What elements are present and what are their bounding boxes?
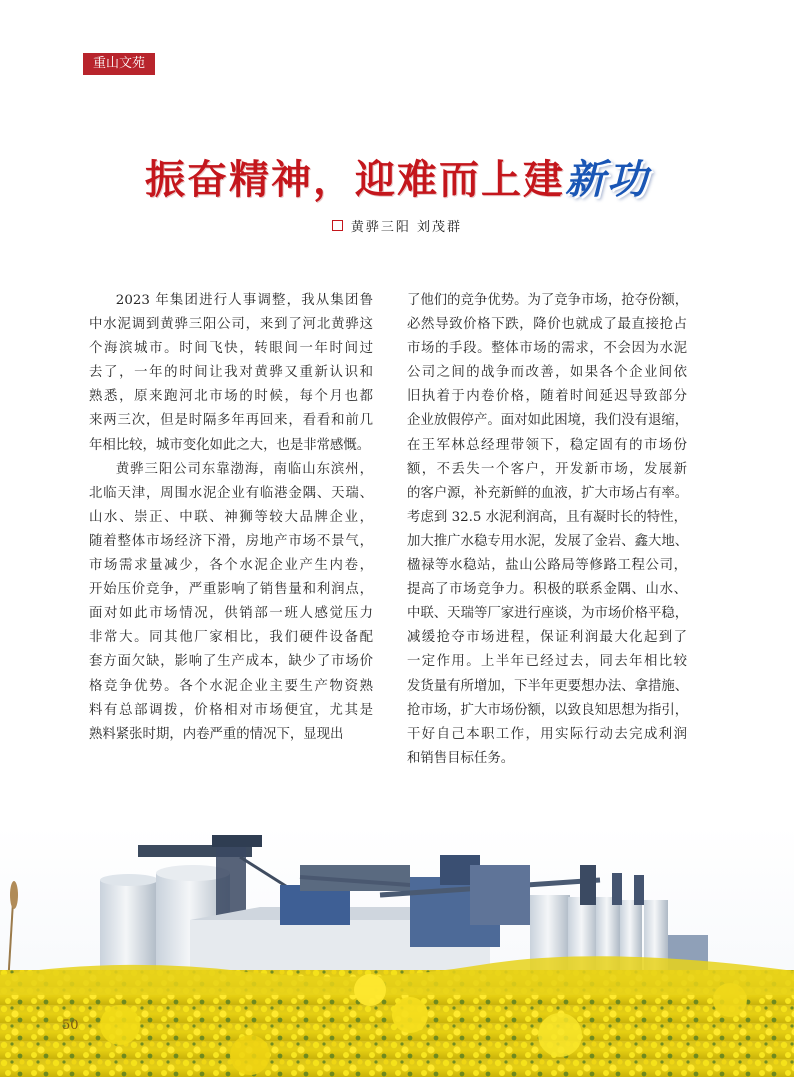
text-line: 考虑到 32.5 水泥利润高，且有凝时长的特性， [407,509,687,525]
text-line: 去了，一年的时间让我对黄骅又重新认识和 [89,365,373,381]
title-main: 振奋精神，迎难而上建 [145,156,565,203]
text-line: 随着整体市场经济下滑，房地产市场不景气， [89,533,373,549]
text-line: 企业放假停产。面对如此困境，我们没有退缩， [407,413,689,429]
text-line: 加大推广水稳专用水泥，发展了金岩、鑫大地、 [407,533,689,549]
text-line: 面对如此市场情况，供销部一班人感觉压力 [89,606,373,622]
text-line: 旧执着于内卷价格，随着时间延迟导致部分 [407,389,687,405]
text-line: 2023 年集团进行人事调整，我从集团鲁 [115,293,373,308]
byline [0,216,794,235]
text-line: 个海滨城市。时间飞快，转眼间一年时间过 [89,341,373,357]
text-line: 市场需求量减少，各个水泥企业产生内卷， [89,558,373,574]
text-line: 年相比较，城市变化如此之大，也是非常感慨。 [89,437,371,453]
text-line: 一定作用。上半年已经过去，同去年相比较 [407,654,687,670]
text-line: 市场的手段。整体市场的需求，不会因为水泥 [407,341,687,357]
text-line: 楹禄等水稳站，盐山公路局等修路工程公司， [407,558,687,574]
title-accent: 新功 [565,156,649,203]
text-line: 非常大。同其他厂家相比，我们硬件设备配 [89,630,373,646]
text-line: 发货量有所增加，下半年更要想办法、拿措施、 [407,678,689,694]
cement-plant-photo [0,825,794,1077]
page-number: 50 [62,1018,79,1033]
article-column-right [407,289,687,771]
text-line: 来两三次，但是时隔多年再回来，看看和前几 [89,413,373,429]
text-line: 的客户源，补充新鲜的血液，扩大市场占有率。 [407,485,689,501]
text-line: 开始压价竞争，严重影响了销售量和利润点， [89,582,373,598]
text-line: 黄骅三阳公司东靠渤海，南临山东滨州， [115,461,373,477]
article-title [0,152,794,208]
author-line: 黄骅三阳 刘茂群 [350,220,463,235]
square-bullet-icon [332,220,343,231]
text-line: 料有总部调拨，价格相对市场便宜，尤其是 [89,702,373,718]
text-line: 中联、天瑞等厂家进行座谈，为市场价格平稳， [407,606,689,622]
text-line: 在王军林总经理带领下，稳定固有的市场份 [407,437,687,453]
text-line: 公司之间的战争而改善，如果各个企业间依 [407,365,687,381]
text-line: 了他们的竞争优势。为了竞争市场，抢夺份额， [407,293,689,308]
text-line: 熟悉，原来跑河北市场的时候，每个月也都 [89,389,373,405]
text-line: 北临天津，周围水泥企业有临港金隅、天瑞、 [89,485,373,501]
article-column-left [89,289,373,747]
text-line: 必然导致价格下跌，降价也就成了最直接抢占 [407,317,687,333]
text-line: 和销售目标任务。 [407,750,515,766]
section-tag: 重山文苑 [83,53,155,75]
text-line: 抢市场，扩大市场份额，以致良知思想为指引， [407,702,689,718]
text-line: 减缓抢夺市场进程，保证利润最大化起到了 [407,630,687,646]
text-line: 提高了市场竞争力。积极的联系金隅、山水、 [407,582,687,598]
text-line: 熟料紧张时期，内卷严重的情况下，显现出 [89,726,344,742]
text-line: 格竞争优势。各个水泥企业主要生产物资熟 [89,678,373,694]
text-line: 额，不丢失一个客户，开发新市场，发展新 [407,461,687,477]
text-line: 山水、崇正、中联、神狮等较大品牌企业， [89,509,373,525]
text-line: 中水泥调到黄骅三阳公司，来到了河北黄骅这 [89,317,373,333]
text-line: 干好自己本职工作，用实际行动去完成利润 [407,726,687,742]
text-line: 套方面欠缺，影响了生产成本，缺少了市场价 [89,654,373,670]
